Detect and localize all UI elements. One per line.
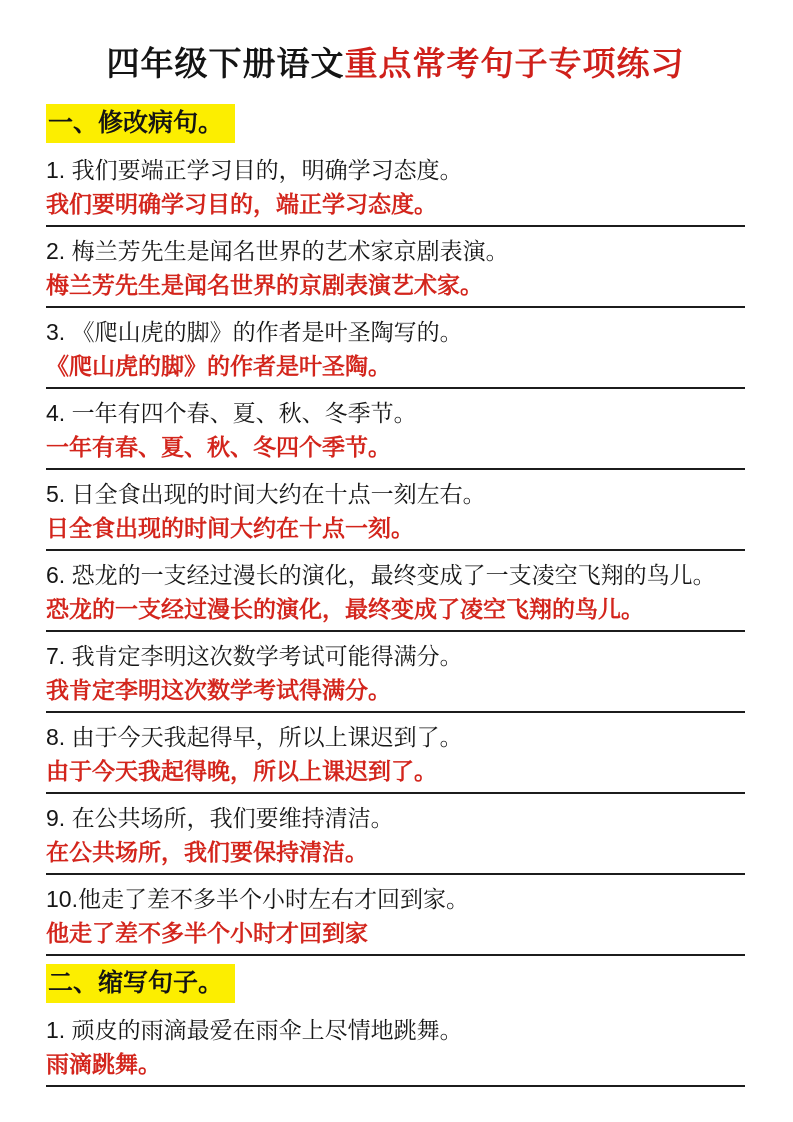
answer-text: 《爬山虎的脚》的作者是叶圣陶。	[46, 351, 745, 389]
exercise-item-1	[46, 151, 745, 227]
question-text: 6. 恐龙的一支经过漫长的演化，最终变成了一支凌空飞翔的鸟儿。	[46, 562, 716, 588]
answer-text: 在公共场所，我们要保持清洁。	[46, 837, 745, 875]
question-text: 4. 一年有四个春、夏、秋、冬季节。	[46, 400, 417, 426]
question-text: 1. 我们要端正学习目的，明确学习态度。	[46, 157, 463, 183]
question-text: 7. 我肯定李明这次数学考试可能得满分。	[46, 643, 463, 669]
exercise-item-9	[46, 799, 745, 875]
title-topic-part: 重点常考句子专项练习	[344, 45, 685, 82]
exercise-item-3	[46, 313, 745, 389]
section-correct-sentences	[46, 104, 745, 956]
answer-text: 梅兰芳先生是闻名世界的京剧表演艺术家。	[46, 270, 745, 308]
section-shorten-sentences	[46, 964, 745, 1087]
exercise-item-4	[46, 394, 745, 470]
answer-text: 我们要明确学习目的，端正学习态度。	[46, 189, 745, 227]
question-text: 3. 《爬山虎的脚》的作者是叶圣陶写的。	[46, 319, 463, 345]
question-text: 8. 由于今天我起得早，所以上课迟到了。	[46, 724, 463, 750]
page-title	[46, 44, 745, 84]
question-text: 9. 在公共场所，我们要维持清洁。	[46, 805, 394, 831]
exercise-item-8	[46, 718, 745, 794]
question-text: 1. 顽皮的雨滴最爱在雨伞上尽情地跳舞。	[46, 1017, 463, 1043]
question-text: 10.他走了差不多半个小时左右才回到家。	[46, 886, 469, 912]
section-1-heading	[46, 104, 745, 143]
exercise-item-6	[46, 556, 745, 632]
answer-text: 雨滴跳舞。	[46, 1049, 745, 1087]
section-2-heading-label: 二、缩写句子。	[46, 964, 235, 1003]
exercise-item-2	[46, 232, 745, 308]
exercise-item-7	[46, 637, 745, 713]
question-text: 2. 梅兰芳先生是闻名世界的艺术家京剧表演。	[46, 238, 509, 264]
section-2-heading	[46, 964, 745, 1003]
answer-text: 由于今天我起得晚，所以上课迟到了。	[46, 756, 745, 794]
answer-text: 他走了差不多半个小时才回到家	[46, 918, 745, 956]
answer-text: 日全食出现的时间大约在十点一刻。	[46, 513, 745, 551]
answer-text: 一年有春、夏、秋、冬四个季节。	[46, 432, 745, 470]
exercise-item-10	[46, 880, 745, 956]
exercise-item-1	[46, 1011, 745, 1087]
title-grade-part: 四年级下册语文	[106, 45, 345, 82]
answer-text: 我肯定李明这次数学考试得满分。	[46, 675, 745, 713]
section-1-heading-label: 一、修改病句。	[46, 104, 235, 143]
exercise-item-5	[46, 475, 745, 551]
question-text: 5. 日全食出现的时间大约在十点一刻左右。	[46, 481, 486, 507]
answer-text: 恐龙的一支经过漫长的演化，最终变成了凌空飞翔的鸟儿。	[46, 594, 745, 632]
